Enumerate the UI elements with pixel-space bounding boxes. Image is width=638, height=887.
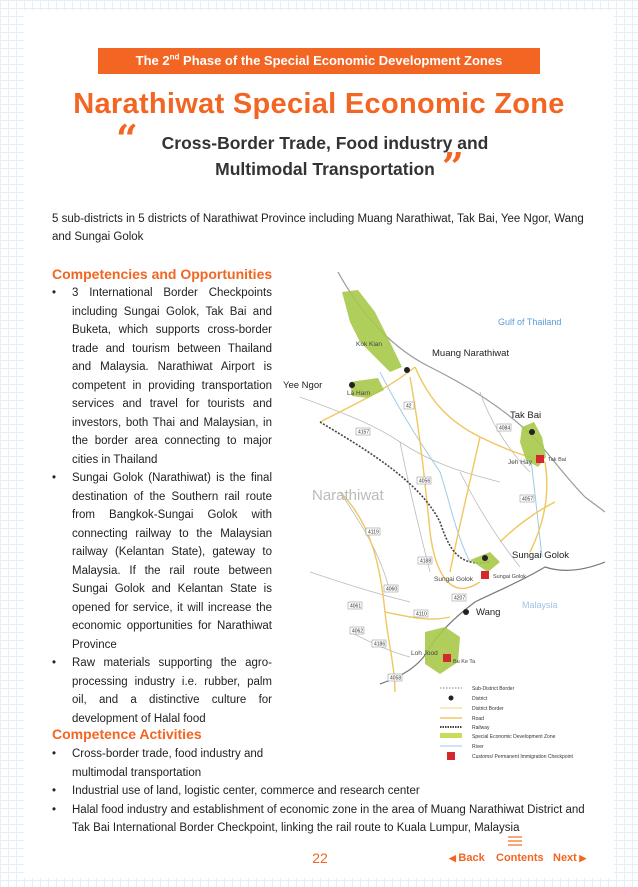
page-number: 22 [312, 850, 328, 866]
narathiwat-map [280, 272, 605, 764]
svg-text:4056: 4056 [419, 478, 431, 485]
svg-text:4157: 4157 [358, 429, 370, 436]
bullet-icon: • [52, 287, 57, 299]
subtitle-line-2: Multimodal Transportation [215, 159, 435, 179]
competencies-list [52, 284, 272, 728]
list-item: • Industrial use of land, logistic center, commerce and research center [52, 782, 592, 801]
close-quote-icon: ” [442, 144, 464, 189]
page-title: Narathiwat Special Economic Zone [73, 88, 565, 120]
subdistrict-kok-kian: Kok Kian [356, 341, 383, 348]
bullet-icon: • [52, 657, 57, 669]
legend-district-border: District Border [472, 706, 504, 712]
list-item: • Halal food industry and establishment of economic zone in the area of Muang Narathiwat District and Tak Bai International Border Checkpoint, linking the rail route to Kuala Lumpur, Malaysia [52, 801, 592, 838]
legend-sub-district-border: Sub-District Border [472, 686, 515, 692]
sea-label: Gulf of Thailand [498, 317, 562, 327]
legend-sez: Special Economic Development Zone [472, 734, 556, 740]
svg-text:4084: 4084 [499, 425, 511, 432]
phase-banner: The 2nd Phase of the Special Economic Development Zones [98, 48, 540, 74]
legend-railway: Railway [472, 725, 490, 731]
next-button[interactable]: Next ▶ [553, 852, 587, 864]
bullet-icon: • [52, 748, 57, 760]
open-quote-icon: “ [116, 116, 138, 161]
country-border [380, 562, 605, 684]
district-wang: Wang [476, 607, 501, 618]
list-item: • Sungai Golok (Narathiwat) is the final destination of the Southern rail route from Bangkok-Sungai Golok with connecting railway to the Malaysian railway (Kelantan State), gateway to Malaysia. If the rail route between Sungai Golok and Kelantan State is opened for service, it will increase the economic opportunities for Narathiwat Province [52, 469, 272, 654]
subtitle-line-1: Cross-Border Trade, Food industry and [161, 133, 489, 153]
list-item: • 3 International Border Checkpoints including Sungai Golok, Tak Bai and Buketa, which supports cross-border trade and tourism between Thailand and Malaysia. Narathiwat Airport is competent in providing transportation services and travel for tourists and investors, both Thai and Malaysian, in the border area connecting to major cities in Thailand [52, 284, 272, 469]
intro-paragraph: 5 sub-districts in 5 districts of Narathiwat Province including Muang Narathiwat, Tak Bai, Yee Ngor, Wang and Sungai Golok [52, 213, 584, 243]
legend-checkpoint: Customs/ Permanent Immigration Checkpoint [472, 754, 573, 760]
activities-heading: Competence Activities [52, 726, 202, 742]
district-yee-ngor: Yee Ngor [283, 380, 323, 391]
legend-district: District [472, 696, 488, 702]
svg-text:42: 42 [406, 403, 412, 410]
list-item: • Cross-border trade, food industry and multimodal transportation [52, 745, 312, 782]
checkpoint-bu-ke-ta: Bu Ke Ta [453, 659, 476, 665]
back-button[interactable]: ◀ Back [449, 852, 485, 864]
svg-text:4207: 4207 [454, 595, 466, 602]
legend-road: Road [472, 716, 484, 722]
svg-text:4057: 4057 [522, 496, 534, 503]
svg-text:4188: 4188 [420, 558, 432, 565]
bullet-icon: • [52, 803, 57, 816]
svg-text:4061: 4061 [350, 603, 362, 610]
subtitle [110, 116, 540, 189]
subdistrict-jeh-hay: Jeh Hay [508, 459, 532, 466]
subdistrict-la-harn: La Harn [347, 390, 371, 397]
list-item: • Raw materials supporting the agro-processing industry i.e. rubber, palm oil, and a distinctive culture for development of Halal food [52, 654, 272, 728]
svg-text:4119: 4119 [368, 529, 379, 536]
checkpoint-sungai-golok: Sungai Golok [493, 574, 527, 580]
bullet-icon: • [52, 472, 57, 484]
subdistrict-loh-jood: Loh Jood [411, 650, 438, 657]
district-muang-narathiwat: Muang Narathiwat [432, 348, 510, 359]
next-arrow-icon: ▶ [576, 853, 587, 863]
svg-text:4110: 4110 [416, 611, 427, 618]
bullet-icon: • [52, 785, 57, 797]
country-label: Malaysia [522, 600, 558, 610]
svg-text:4062: 4062 [352, 628, 364, 635]
menu-icon[interactable] [508, 836, 522, 847]
svg-text:4186: 4186 [374, 641, 386, 648]
checkpoint-tak-bai: Tak Bai [548, 457, 567, 463]
contents-button[interactable]: Contents [496, 852, 544, 864]
legend-river: River [472, 744, 484, 750]
district-tak-bai: Tak Bai [510, 410, 542, 421]
competencies-heading: Competencies and Opportunities [52, 266, 273, 282]
svg-text:4060: 4060 [386, 586, 398, 593]
svg-text:4058: 4058 [390, 675, 402, 682]
district-sungai-golok: Sungai Golok [512, 550, 570, 561]
sea-area [340, 272, 605, 522]
province-label: Narathiwat [312, 487, 384, 504]
map-legend [440, 686, 573, 760]
subdistrict-sungai-golok: Sungai Golok [434, 576, 474, 583]
back-arrow-icon: ◀ [449, 853, 459, 863]
